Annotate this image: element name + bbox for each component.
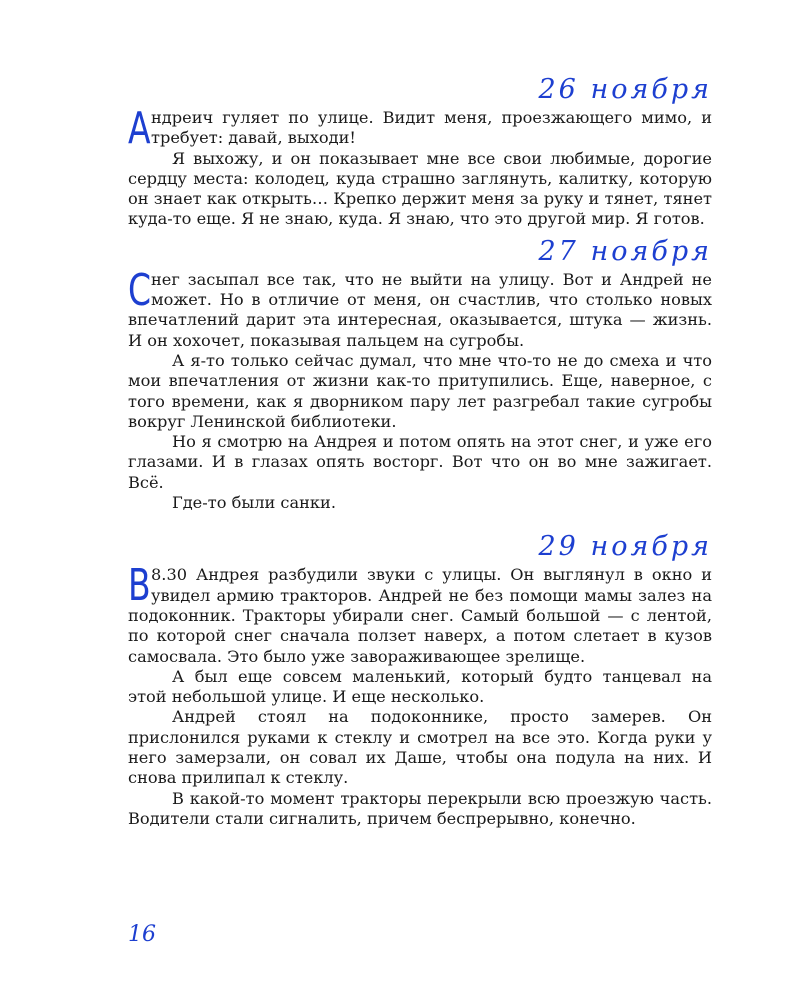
drop-cap: А <box>128 103 151 154</box>
diary-entry-26 <box>128 74 712 230</box>
entry-paragraph: Но я смотрю на Андрея и потом опять на этот снег, и уже его глазами. И в глазах опять восторг. Вот что он во мне зажигает. Всё. <box>128 432 712 492</box>
entry-paragraph <box>128 103 712 154</box>
entry-paragraph: Андрей стоял на подоконнике, просто замерев. Он прислонился руками к стеклу и смотрел на все это. Когда руки у него замерзали, он совал их Даше, чтобы она подула на них. И снова прилипал к стеклу. <box>128 707 712 788</box>
entry-paragraph: Где-то были санки. <box>172 493 336 513</box>
page-number: 16 <box>128 922 156 947</box>
entry-paragraph: А я-то только сейчас думал, что мне что-то не до смеха и что мои впечатления от жизни как-то притупились. Еще, наверное, с того времени, как я дворником пару лет разгребал такие сугробы вокруг Ленинской библиотеки. <box>128 350 712 431</box>
drop-cap: С <box>128 264 152 316</box>
entry-date: 26 ноября <box>538 74 712 105</box>
paragraph-text: нег засыпал все так, что не выйти на улицу. Вот и Андрей не может. Но в отличие от меня, он счастлив, что столько новых впечатлений дарит эта интересная, оказывается, штука — жизнь. И он хохочет, показывая пальцем на сугробы. <box>128 269 712 350</box>
drop-cap: В <box>128 560 151 612</box>
entry-paragraph <box>128 560 712 666</box>
diary-entry-27 <box>128 236 712 514</box>
book-page <box>128 70 712 829</box>
entry-paragraph: А был еще совсем маленький, который будто танцевал на этой небольшой улице. И еще несколько. <box>128 666 712 707</box>
paragraph-text: 8.30 Андрея разбудили звуки с улицы. Он выглянул в окно и увидел армию тракторов. Андрей не без помощи мамы залез на подоконник. Тракторы убирали снег. Самый большой — с лентой, по которой снег сначала ползет наверх, а потом слетает в кузов самосвала. Это было уже завораживающее зрелище. <box>128 565 712 666</box>
entry-date: 27 ноября <box>538 235 712 267</box>
entry-paragraph: Я выхожу, и он показывает мне все свои любимые, дорогие сердцу места: колодец, куда страшно заглянуть, калитку, которую он знает как открыть… Крепко держит меня за руку и тянет, тянет куда-то еще. Я не знаю, куда. Я знаю, что это другой мир. Я готов. <box>128 148 712 229</box>
diary-entry-29 <box>128 531 712 829</box>
paragraph-text: ндреич гуляет по улице. Видит меня, проезжающего мимо, и требует: давай, выходи! <box>151 108 712 148</box>
entry-paragraph: В какой-то момент тракторы перекрыли всю проезжую часть. Водители стали сигналить, причем беспрерывно, конечно. <box>128 788 712 828</box>
entry-date: 29 ноября <box>538 531 712 563</box>
entry-paragraph <box>128 264 712 351</box>
